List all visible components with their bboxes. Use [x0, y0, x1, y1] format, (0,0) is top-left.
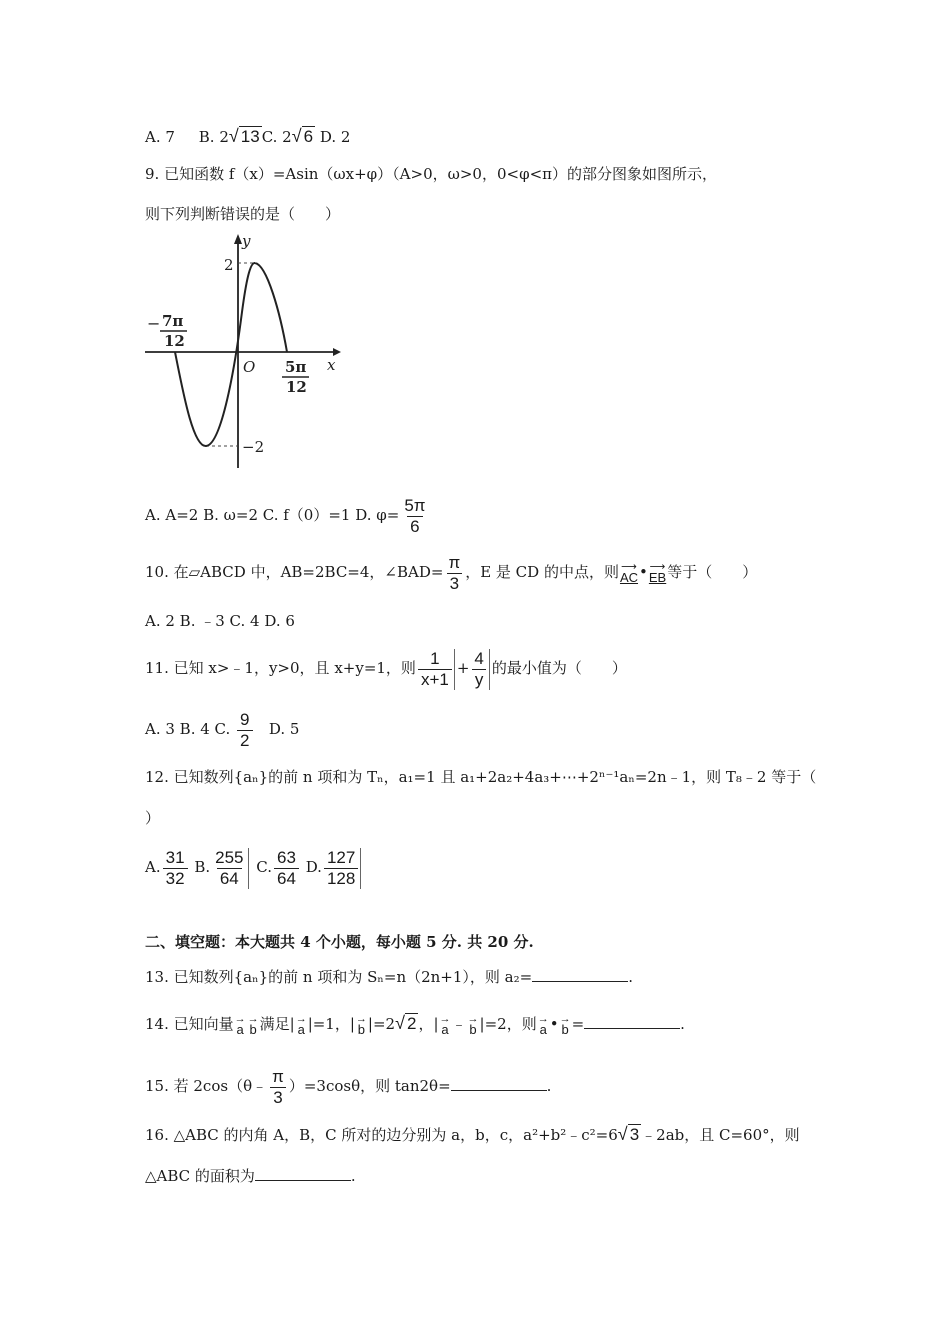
- sqrt-3: √ 3: [617, 1124, 640, 1144]
- q12-option-d-fraction: $\frac{127}{128}$: [324, 848, 361, 889]
- vector-eb: ⟶ EB: [648, 561, 667, 585]
- vector-b-abs: → b: [355, 1013, 367, 1037]
- sine-graph: [145, 232, 345, 472]
- q15-stem: 15. 若 2cos（θ﹣ $\frac{\pi}{3}$ ）=3cosθ，则 tan2θ= .: [145, 1066, 552, 1107]
- neg-tick-den: 12: [164, 332, 185, 350]
- q9-stem-line2: 则下列判断错误的是（ ）: [145, 205, 341, 223]
- q11-options: A. 3 B. 4 C. $\frac{9}{2}$ D. 5: [145, 709, 300, 750]
- q14-answer-blank: [584, 1014, 680, 1029]
- y-max-label: 2: [224, 256, 234, 274]
- vector-a-abs: → a: [295, 1013, 307, 1037]
- q8-option-d: D. 2: [319, 128, 351, 146]
- q11-option-c-fraction: $\frac{9}{2}$: [237, 710, 252, 751]
- q13-answer-blank: [532, 967, 628, 982]
- q12-stem-line2: ）: [145, 809, 161, 827]
- vector-ac: ⟶ AC: [619, 561, 639, 585]
- q8-options: [145, 126, 350, 148]
- vector-b-diff: → b: [467, 1013, 479, 1037]
- q8-option-c: C. 2: [261, 128, 292, 146]
- q12-option-b-fraction: $\frac{255}{64}$: [212, 848, 249, 889]
- y-min-label: −2: [242, 438, 265, 456]
- q10-options: A. 2 B. ﹣3 C. 4 D. 6: [145, 612, 295, 630]
- x-axis-arrow: [333, 348, 341, 356]
- vector-b: → b: [247, 1013, 259, 1037]
- q16-stem-line2: △ABC 的面积为 .: [145, 1167, 356, 1185]
- q9-options: A. A=2 B. ω=2 C. f（0）=1 D. φ= $\frac{5\pi}{6}$: [145, 495, 431, 537]
- pos-tick-den: 12: [286, 378, 307, 396]
- vector-b-dot: → b: [559, 1013, 571, 1037]
- neg-tick-num: 7π: [162, 312, 184, 330]
- q8-option-b: B. 2: [198, 128, 229, 146]
- vector-a-dot: → a: [537, 1013, 549, 1037]
- y-axis-arrow: [234, 234, 242, 244]
- q10-stem: 10. 在▱ABCD 中，AB=2BC=4，∠BAD= $\frac{\pi}{3}$ ，E 是 CD 的中点，则 ⟶ AC • ⟶ EB 等于（ ）: [145, 552, 758, 593]
- q16-stem-line1: 16. △ABC 的内角 A，B，C 所对的边分别为 a，b，c，a²+b²﹣c²=6√ 3 ﹣2ab，且 C=60°，则: [145, 1124, 800, 1144]
- sqrt-13: √ 13: [228, 126, 260, 146]
- q11-stem: 11. 已知 x>﹣1，y>0，且 x+y=1，则 $\frac{1}{x+1}$ + $\frac{4}{y}$ 的最小值为（ ）: [145, 648, 627, 689]
- q15-answer-blank: [451, 1076, 547, 1091]
- y-axis-label: y: [242, 232, 251, 250]
- neg-tick-sign: −: [147, 314, 161, 333]
- q11-fraction-2: $\frac{4}{y}$: [471, 649, 489, 690]
- sine-curve: [175, 263, 287, 446]
- q12-stem-line1: 12. 已知数列{aₙ}的前 n 项和为 Tₙ，a₁=1 且 a₁+2a₂+4a₃+⋯+2ⁿ⁻¹aₙ=2n﹣1，则 T₈﹣2 等于（: [145, 768, 817, 786]
- q15-fraction: $\frac{\pi}{3}$: [272, 1066, 284, 1107]
- q11-fraction-1: $\frac{1}{x+1}$: [418, 649, 455, 690]
- x-axis-label: x: [327, 356, 336, 374]
- q8-option-a: A. 7: [145, 128, 175, 146]
- vector-a: → a: [234, 1013, 246, 1037]
- sqrt-6: √ 6: [291, 126, 314, 146]
- q16-answer-blank: [255, 1166, 351, 1181]
- vector-a-diff: → a: [439, 1013, 451, 1037]
- sqrt-2: √ 2: [395, 1013, 417, 1033]
- q12-options: A. $\frac{31}{32}$ B. $\frac{255}{64}$ C. $\frac{63}{64}$ D. $\frac{127}{128}$: [145, 845, 363, 889]
- q13-stem: 13. 已知数列{aₙ}的前 n 项和为 Sₙ=n（2n+1），则 a₂= .: [145, 968, 633, 986]
- pos-tick-num: 5π: [285, 358, 307, 376]
- q12-option-a-fraction: $\frac{31}{32}$: [163, 848, 188, 889]
- q9-stem-line1: 9. 已知函数 f（x）=Asin（ωx+φ）（A>0，ω>0，0<φ<π）的部分图象如图所示，: [145, 165, 718, 183]
- q12-option-c-fraction: $\frac{63}{64}$: [274, 848, 299, 889]
- q10-fraction: $\frac{\pi}{3}$: [448, 552, 461, 593]
- origin-label: O: [243, 358, 256, 376]
- q9-option-d-fraction: $\frac{5\pi}{6}$: [404, 495, 426, 536]
- section-heading-fill-in: 二、填空题：本大题共 4 个小题，每小题 5 分. 共 20 分.: [145, 933, 534, 951]
- q14-stem: 14. 已知向量 → a → b 满足| → a |=1，| → b |=2√ 2 ，| → a ﹣ → b |=2，则 → a • → b = .: [145, 1006, 685, 1042]
